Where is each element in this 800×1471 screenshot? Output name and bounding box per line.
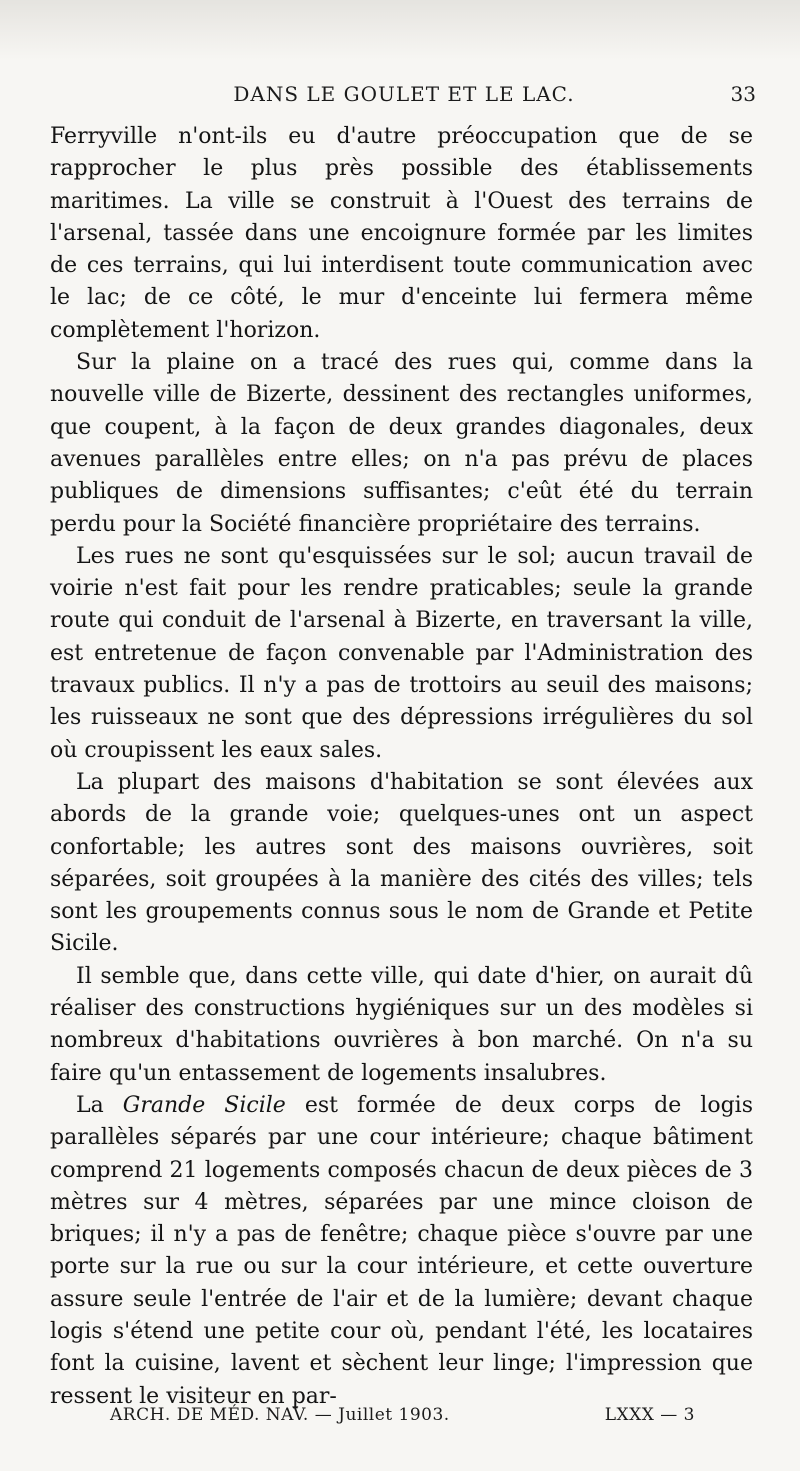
paragraph: Sur la plaine on a tracé des rues qui, comme dans la nouvelle ville de Bizerte, dessinent des rectangles uniformes, que coupent, à la façon de deux grandes diagonales, deux avenues parallèles entre elles; on n'a pas prévu de places publiques de dimensions suffisantes; c'eût été du terrain perdu pour la Société financière propriétaire des terrains. <box>50 350 753 537</box>
footer-signature: ARCH. DE MÉD. NAV. — Juillet 1903. <box>110 1405 450 1425</box>
paragraph: La plupart des maisons d'habitation se sont élevées aux abords de la grande voie; quelques-unes ont un aspect confortable; les autres sont des maisons ouvrières, soit séparées, soit groupées à la manière des cités des villes; tels sont les groupements connus sous le nom de Grande et Petite Sicile. <box>50 769 753 957</box>
body-text <box>50 121 753 1413</box>
page-footer <box>110 1405 695 1433</box>
running-head: DANS LE GOULET ET LE LAC. <box>233 82 575 106</box>
italic-term: Grande Sicile <box>122 1092 286 1118</box>
paragraph-prefix: La <box>76 1092 123 1118</box>
page-header <box>52 82 756 112</box>
footer-volume: LXXX — 3 <box>604 1405 695 1425</box>
paragraph: Il semble que, dans cette ville, qui date d'hier, on aurait dû réaliser des constructions hygiéniques sur un des modèles si nombreux d'habitations ouvrières à bon marché. On n'a su faire qu'un entassement de logements insalubres. <box>50 963 753 1086</box>
page-number: 33 <box>730 82 756 106</box>
paragraph-grande-sicile <box>50 1090 753 1413</box>
paragraph: Ferryville n'ont-ils eu d'autre préoccupation que de se rapprocher le plus près possible des établissements maritimes. La ville se construit à l'Ouest des terrains de l'arsenal, tassée dans une encoignure formée par les limites de ces terrains, qui lui interdisent toute communication avec le lac; de ce côté, le mur d'enceinte lui fermera même complètement l'horizon. <box>50 124 753 343</box>
paragraph: Les rues ne sont qu'esquissées sur le sol; aucun travail de voirie n'est fait pour les rendre praticables; seule la grande route qui conduit de l'arsenal à Bizerte, en traversant la ville, est entretenue de façon convenable par l'Administration des travaux publics. Il n'y a pas de trottoirs au seuil des maisons; les ruisseaux ne sont que des dépressions irrégulières du sol où croupissent les eaux sales. <box>50 543 753 763</box>
paragraph-rest: est formée de deux corps de logis parallèles séparés par une cour intérieure; chaque bâtiment comprend 21 logements composés chacun de deux pièces de 3 mètres sur 4 mètres, séparées par une mince cloison de briques; il n'y a pas de fenêtre; chaque pièce s'ouvre par une porte sur la rue ou sur la cour intérieure, et cette ouverture assure seule l'entrée de l'air et de la lumière; devant chaque logis s'étend une petite cour où, pendant l'été, les locataires font la cuisine, lavent et sèchent leur linge; l'impression que ressent le visiteur en par- <box>50 1092 754 1409</box>
